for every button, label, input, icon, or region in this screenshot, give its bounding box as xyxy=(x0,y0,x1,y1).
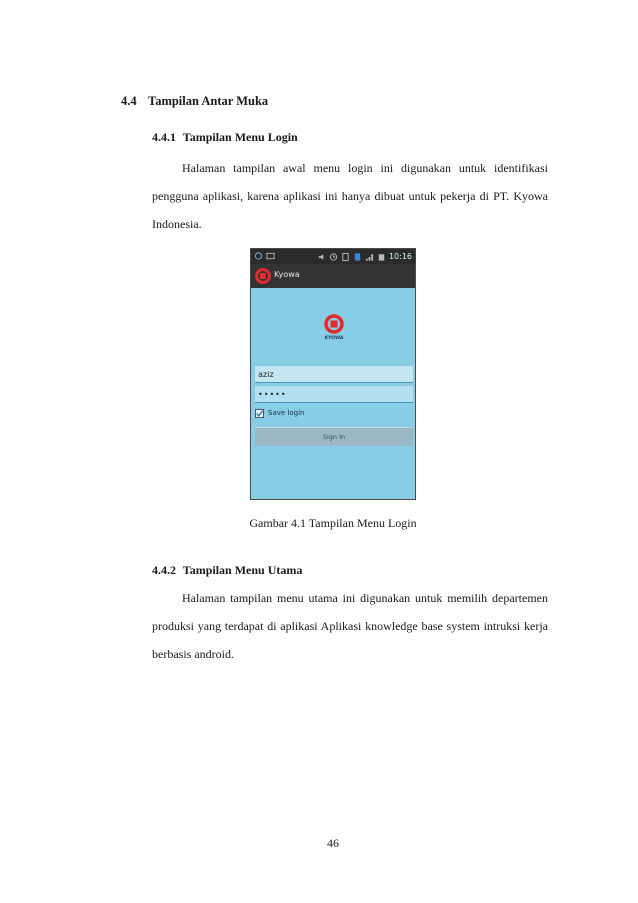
paragraph-text: Halaman tampilan awal menu login ini digunakan untuk identifikasi pengguna aplikasi, karena aplikasi ini hanya dibuat untuk pekerja di PT. Kyowa Indonesia. xyxy=(152,161,548,231)
kyowa-brand-logo xyxy=(321,313,347,341)
paragraph-text: Halaman tampilan menu utama ini digunakan untuk memilih departemen produksi yang terdapat di aplikasi Aplikasi knowledge base system intruksi kerja berbasis android. xyxy=(152,591,548,661)
sync-icon xyxy=(254,251,263,261)
paragraph-main-menu xyxy=(152,584,548,668)
subsection-number: 4.4.2 xyxy=(152,563,176,577)
app-title: Kyowa xyxy=(274,270,300,279)
subsection-title: Tampilan Menu Utama xyxy=(182,563,303,577)
login-screenshot xyxy=(250,248,416,500)
password-field[interactable]: ••••• xyxy=(255,386,413,403)
status-time: 10:16 xyxy=(388,252,412,261)
logo-text: KYOWA xyxy=(324,336,344,341)
sign-in-button[interactable]: Sign In xyxy=(255,427,413,446)
battery-icon xyxy=(377,252,386,262)
save-login-label: Save login xyxy=(268,409,305,417)
figure-caption: Gambar 4.1 Tampilan Menu Login xyxy=(249,516,417,530)
section-title: Tampilan Antar Muka xyxy=(148,94,269,108)
section-heading xyxy=(121,94,268,109)
signal-icon xyxy=(365,252,374,262)
bluetooth-icon xyxy=(353,252,362,262)
mute-icon xyxy=(317,252,326,262)
save-login-row[interactable] xyxy=(255,406,304,420)
status-bar xyxy=(251,249,415,264)
subsection-heading-main-menu xyxy=(152,563,302,578)
kyowa-logo-icon xyxy=(255,268,271,284)
app-bar xyxy=(251,264,415,288)
username-field[interactable]: aziz xyxy=(255,366,413,383)
notification-icon xyxy=(266,251,275,261)
page-number: 46 xyxy=(327,836,339,850)
sim-icon xyxy=(341,252,350,262)
subsection-heading-login xyxy=(152,130,298,145)
subsection-title: Tampilan Menu Login xyxy=(182,130,298,144)
section-number: 4.4 xyxy=(121,94,137,108)
paragraph-login xyxy=(152,154,548,238)
checkbox-checked-icon[interactable] xyxy=(255,409,264,418)
subsection-number: 4.4.1 xyxy=(152,130,176,144)
clock-icon xyxy=(329,252,338,262)
